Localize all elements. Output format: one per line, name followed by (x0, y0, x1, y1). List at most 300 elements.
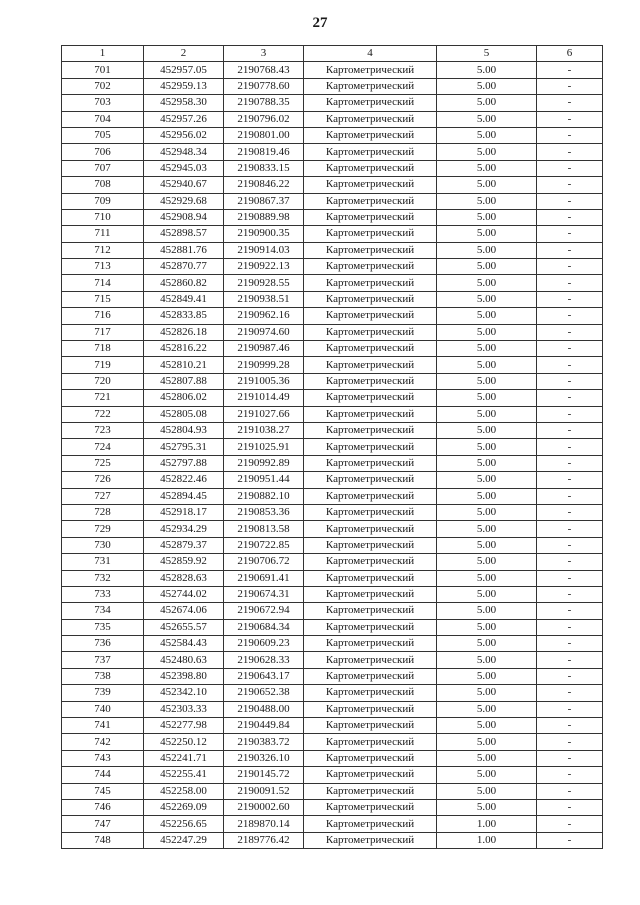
y-coordinate-cell: 2190091.52 (224, 783, 304, 799)
table-row (62, 62, 603, 78)
accuracy-cell: 5.00 (437, 718, 537, 734)
table-row (62, 308, 603, 324)
point-number-cell: 710 (62, 209, 144, 225)
note-cell: - (537, 209, 603, 225)
y-coordinate-cell: 2190819.46 (224, 144, 304, 160)
method-cell: Картометрический (304, 455, 437, 471)
table-row (62, 701, 603, 717)
note-cell: - (537, 685, 603, 701)
y-coordinate-cell: 2190691.41 (224, 570, 304, 586)
page-number: 27 (312, 15, 328, 31)
accuracy-cell: 5.00 (437, 341, 537, 357)
point-number-cell: 701 (62, 62, 144, 78)
x-coordinate-cell: 452256.65 (144, 816, 224, 832)
accuracy-cell: 5.00 (437, 62, 537, 78)
point-number-cell: 709 (62, 193, 144, 209)
y-coordinate-cell: 2190938.51 (224, 291, 304, 307)
x-coordinate-cell: 452879.37 (144, 537, 224, 553)
method-cell: Картометрический (304, 668, 437, 684)
y-coordinate-cell: 2190652.38 (224, 685, 304, 701)
note-cell: - (537, 324, 603, 340)
note-cell: - (537, 554, 603, 570)
accuracy-cell: 5.00 (437, 439, 537, 455)
y-coordinate-cell: 2191025.91 (224, 439, 304, 455)
point-number-cell: 721 (62, 390, 144, 406)
column-header-6: 6 (537, 46, 603, 62)
method-cell: Картометрический (304, 259, 437, 275)
x-coordinate-cell: 452945.03 (144, 160, 224, 176)
method-cell: Картометрический (304, 341, 437, 357)
point-number-cell: 702 (62, 78, 144, 94)
point-number-cell: 706 (62, 144, 144, 160)
accuracy-cell: 5.00 (437, 701, 537, 717)
y-coordinate-cell: 2190928.55 (224, 275, 304, 291)
method-cell: Картометрический (304, 767, 437, 783)
note-cell: - (537, 78, 603, 94)
note-cell: - (537, 488, 603, 504)
note-cell: - (537, 734, 603, 750)
accuracy-cell: 5.00 (437, 406, 537, 422)
x-coordinate-cell: 452870.77 (144, 259, 224, 275)
note-cell: - (537, 226, 603, 242)
note-cell: - (537, 701, 603, 717)
method-cell: Картометрический (304, 439, 437, 455)
note-cell: - (537, 832, 603, 848)
y-coordinate-cell: 2190145.72 (224, 767, 304, 783)
y-coordinate-cell: 2190768.43 (224, 62, 304, 78)
accuracy-cell: 5.00 (437, 455, 537, 471)
point-number-cell: 740 (62, 701, 144, 717)
x-coordinate-cell: 452956.02 (144, 127, 224, 143)
note-cell: - (537, 767, 603, 783)
method-cell: Картометрический (304, 652, 437, 668)
note-cell: - (537, 570, 603, 586)
note-cell: - (537, 259, 603, 275)
y-coordinate-cell: 2190974.60 (224, 324, 304, 340)
point-number-cell: 741 (62, 718, 144, 734)
table-row (62, 718, 603, 734)
y-coordinate-cell: 2190002.60 (224, 799, 304, 815)
note-cell: - (537, 127, 603, 143)
table-row (62, 422, 603, 438)
table-row (62, 537, 603, 553)
table-row (62, 439, 603, 455)
point-number-cell: 747 (62, 816, 144, 832)
note-cell: - (537, 504, 603, 520)
table-row (62, 554, 603, 570)
y-coordinate-cell: 2190833.15 (224, 160, 304, 176)
accuracy-cell: 5.00 (437, 422, 537, 438)
x-coordinate-cell: 452241.71 (144, 750, 224, 766)
x-coordinate-cell: 452908.94 (144, 209, 224, 225)
point-number-cell: 734 (62, 603, 144, 619)
x-coordinate-cell: 452303.33 (144, 701, 224, 717)
point-number-cell: 739 (62, 685, 144, 701)
accuracy-cell: 5.00 (437, 504, 537, 520)
accuracy-cell: 5.00 (437, 193, 537, 209)
accuracy-cell: 1.00 (437, 832, 537, 848)
method-cell: Картометрический (304, 357, 437, 373)
x-coordinate-cell: 452958.30 (144, 95, 224, 111)
table-row (62, 570, 603, 586)
x-coordinate-cell: 452959.13 (144, 78, 224, 94)
y-coordinate-cell: 2190684.34 (224, 619, 304, 635)
table-row (62, 636, 603, 652)
y-coordinate-cell: 2190914.03 (224, 242, 304, 258)
point-number-cell: 742 (62, 734, 144, 750)
table-row (62, 406, 603, 422)
y-coordinate-cell: 2191027.66 (224, 406, 304, 422)
x-coordinate-cell: 452826.18 (144, 324, 224, 340)
point-number-cell: 703 (62, 95, 144, 111)
method-cell: Картометрический (304, 111, 437, 127)
method-cell: Картометрический (304, 242, 437, 258)
table-row (62, 816, 603, 832)
method-cell: Картометрический (304, 390, 437, 406)
column-header-3: 3 (224, 46, 304, 62)
x-coordinate-cell: 452894.45 (144, 488, 224, 504)
accuracy-cell: 5.00 (437, 373, 537, 389)
note-cell: - (537, 357, 603, 373)
table-row (62, 767, 603, 783)
note-cell: - (537, 799, 603, 815)
x-coordinate-cell: 452810.21 (144, 357, 224, 373)
accuracy-cell: 5.00 (437, 537, 537, 553)
point-number-cell: 716 (62, 308, 144, 324)
y-coordinate-cell: 2190992.89 (224, 455, 304, 471)
table-row (62, 603, 603, 619)
note-cell: - (537, 537, 603, 553)
method-cell: Картометрический (304, 750, 437, 766)
x-coordinate-cell: 452674.06 (144, 603, 224, 619)
y-coordinate-cell: 2190951.44 (224, 472, 304, 488)
table-row (62, 341, 603, 357)
table-row (62, 357, 603, 373)
method-cell: Картометрический (304, 472, 437, 488)
x-coordinate-cell: 452918.17 (144, 504, 224, 520)
point-number-cell: 704 (62, 111, 144, 127)
table-row (62, 472, 603, 488)
x-coordinate-cell: 452833.85 (144, 308, 224, 324)
table-row (62, 226, 603, 242)
y-coordinate-cell: 2190788.35 (224, 95, 304, 111)
accuracy-cell: 5.00 (437, 488, 537, 504)
accuracy-cell: 5.00 (437, 734, 537, 750)
accuracy-cell: 5.00 (437, 390, 537, 406)
note-cell: - (537, 636, 603, 652)
point-number-cell: 722 (62, 406, 144, 422)
x-coordinate-cell: 452795.31 (144, 439, 224, 455)
coordinates-table (61, 45, 603, 849)
x-coordinate-cell: 452255.41 (144, 767, 224, 783)
x-coordinate-cell: 452849.41 (144, 291, 224, 307)
accuracy-cell: 5.00 (437, 603, 537, 619)
table-body (62, 62, 603, 849)
point-number-cell: 726 (62, 472, 144, 488)
table-row (62, 832, 603, 848)
y-coordinate-cell: 2190867.37 (224, 193, 304, 209)
accuracy-cell: 5.00 (437, 472, 537, 488)
method-cell: Картометрический (304, 78, 437, 94)
table-row (62, 750, 603, 766)
point-number-cell: 711 (62, 226, 144, 242)
method-cell: Картометрический (304, 619, 437, 635)
accuracy-cell: 5.00 (437, 554, 537, 570)
method-cell: Картометрический (304, 488, 437, 504)
method-cell: Картометрический (304, 209, 437, 225)
table-row (62, 78, 603, 94)
method-cell: Картометрический (304, 701, 437, 717)
note-cell: - (537, 341, 603, 357)
accuracy-cell: 5.00 (437, 668, 537, 684)
method-cell: Картометрический (304, 177, 437, 193)
x-coordinate-cell: 452898.57 (144, 226, 224, 242)
accuracy-cell: 5.00 (437, 242, 537, 258)
y-coordinate-cell: 2190609.23 (224, 636, 304, 652)
table-row (62, 783, 603, 799)
y-coordinate-cell: 2190999.28 (224, 357, 304, 373)
table-row (62, 111, 603, 127)
method-cell: Картометрический (304, 406, 437, 422)
accuracy-cell: 5.00 (437, 95, 537, 111)
column-header-4: 4 (304, 46, 437, 62)
table-row (62, 160, 603, 176)
table-row (62, 242, 603, 258)
table-row (62, 373, 603, 389)
method-cell: Картометрический (304, 193, 437, 209)
column-header-2: 2 (144, 46, 224, 62)
y-coordinate-cell: 2190846.22 (224, 177, 304, 193)
x-coordinate-cell: 452277.98 (144, 718, 224, 734)
point-number-cell: 738 (62, 668, 144, 684)
x-coordinate-cell: 452398.80 (144, 668, 224, 684)
x-coordinate-cell: 452258.00 (144, 783, 224, 799)
x-coordinate-cell: 452269.09 (144, 799, 224, 815)
x-coordinate-cell: 452807.88 (144, 373, 224, 389)
y-coordinate-cell: 2190922.13 (224, 259, 304, 275)
y-coordinate-cell: 2190674.31 (224, 586, 304, 602)
y-coordinate-cell: 2190796.02 (224, 111, 304, 127)
method-cell: Картометрический (304, 226, 437, 242)
note-cell: - (537, 275, 603, 291)
method-cell: Картометрический (304, 144, 437, 160)
method-cell: Картометрический (304, 799, 437, 815)
x-coordinate-cell: 452247.29 (144, 832, 224, 848)
y-coordinate-cell: 2190326.10 (224, 750, 304, 766)
table-row (62, 259, 603, 275)
note-cell: - (537, 439, 603, 455)
table-row (62, 291, 603, 307)
accuracy-cell: 5.00 (437, 521, 537, 537)
x-coordinate-cell: 452480.63 (144, 652, 224, 668)
note-cell: - (537, 586, 603, 602)
point-number-cell: 737 (62, 652, 144, 668)
point-number-cell: 723 (62, 422, 144, 438)
accuracy-cell: 5.00 (437, 144, 537, 160)
note-cell: - (537, 95, 603, 111)
y-coordinate-cell: 2190722.85 (224, 537, 304, 553)
note-cell: - (537, 816, 603, 832)
table-row (62, 455, 603, 471)
method-cell: Картометрический (304, 160, 437, 176)
note-cell: - (537, 291, 603, 307)
point-number-cell: 714 (62, 275, 144, 291)
note-cell: - (537, 62, 603, 78)
method-cell: Картометрический (304, 734, 437, 750)
method-cell: Картометрический (304, 586, 437, 602)
note-cell: - (537, 652, 603, 668)
point-number-cell: 748 (62, 832, 144, 848)
table-row (62, 488, 603, 504)
table-header (62, 46, 603, 62)
y-coordinate-cell: 2190488.00 (224, 701, 304, 717)
method-cell: Картометрический (304, 308, 437, 324)
note-cell: - (537, 422, 603, 438)
accuracy-cell: 1.00 (437, 816, 537, 832)
x-coordinate-cell: 452828.63 (144, 570, 224, 586)
accuracy-cell: 5.00 (437, 259, 537, 275)
x-coordinate-cell: 452860.82 (144, 275, 224, 291)
point-number-cell: 712 (62, 242, 144, 258)
table-row (62, 127, 603, 143)
note-cell: - (537, 193, 603, 209)
accuracy-cell: 5.00 (437, 291, 537, 307)
accuracy-cell: 5.00 (437, 78, 537, 94)
point-number-cell: 732 (62, 570, 144, 586)
x-coordinate-cell: 452744.02 (144, 586, 224, 602)
point-number-cell: 743 (62, 750, 144, 766)
note-cell: - (537, 177, 603, 193)
column-header-5: 5 (437, 46, 537, 62)
accuracy-cell: 5.00 (437, 308, 537, 324)
accuracy-cell: 5.00 (437, 799, 537, 815)
accuracy-cell: 5.00 (437, 586, 537, 602)
y-coordinate-cell: 2190449.84 (224, 718, 304, 734)
y-coordinate-cell: 2190853.36 (224, 504, 304, 520)
x-coordinate-cell: 452929.68 (144, 193, 224, 209)
y-coordinate-cell: 2190801.00 (224, 127, 304, 143)
y-coordinate-cell: 2190706.72 (224, 554, 304, 570)
method-cell: Картометрический (304, 275, 437, 291)
note-cell: - (537, 603, 603, 619)
method-cell: Картометрический (304, 816, 437, 832)
x-coordinate-cell: 452806.02 (144, 390, 224, 406)
point-number-cell: 705 (62, 127, 144, 143)
point-number-cell: 729 (62, 521, 144, 537)
note-cell: - (537, 619, 603, 635)
note-cell: - (537, 160, 603, 176)
table-row (62, 209, 603, 225)
x-coordinate-cell: 452342.10 (144, 685, 224, 701)
note-cell: - (537, 472, 603, 488)
point-number-cell: 736 (62, 636, 144, 652)
note-cell: - (537, 668, 603, 684)
y-coordinate-cell: 2190643.17 (224, 668, 304, 684)
method-cell: Картометрический (304, 62, 437, 78)
method-cell: Картометрический (304, 291, 437, 307)
accuracy-cell: 5.00 (437, 767, 537, 783)
method-cell: Картометрический (304, 685, 437, 701)
point-number-cell: 730 (62, 537, 144, 553)
accuracy-cell: 5.00 (437, 619, 537, 635)
y-coordinate-cell: 2190987.46 (224, 341, 304, 357)
note-cell: - (537, 521, 603, 537)
y-coordinate-cell: 2190962.16 (224, 308, 304, 324)
accuracy-cell: 5.00 (437, 160, 537, 176)
method-cell: Картометрический (304, 554, 437, 570)
x-coordinate-cell: 452584.43 (144, 636, 224, 652)
point-number-cell: 727 (62, 488, 144, 504)
column-header-1: 1 (62, 46, 144, 62)
table-row (62, 95, 603, 111)
y-coordinate-cell: 2190778.60 (224, 78, 304, 94)
table-row (62, 193, 603, 209)
note-cell: - (537, 144, 603, 160)
method-cell: Картометрический (304, 324, 437, 340)
accuracy-cell: 5.00 (437, 783, 537, 799)
table-row (62, 685, 603, 701)
note-cell: - (537, 750, 603, 766)
point-number-cell: 725 (62, 455, 144, 471)
y-coordinate-cell: 2190813.58 (224, 521, 304, 537)
point-number-cell: 733 (62, 586, 144, 602)
point-number-cell: 746 (62, 799, 144, 815)
x-coordinate-cell: 452859.92 (144, 554, 224, 570)
y-coordinate-cell: 2189870.14 (224, 816, 304, 832)
x-coordinate-cell: 452655.57 (144, 619, 224, 635)
method-cell: Картометрический (304, 832, 437, 848)
y-coordinate-cell: 2190900.35 (224, 226, 304, 242)
method-cell: Картометрический (304, 570, 437, 586)
note-cell: - (537, 242, 603, 258)
note-cell: - (537, 783, 603, 799)
y-coordinate-cell: 2190672.94 (224, 603, 304, 619)
y-coordinate-cell: 2191038.27 (224, 422, 304, 438)
accuracy-cell: 5.00 (437, 685, 537, 701)
x-coordinate-cell: 452822.46 (144, 472, 224, 488)
table-row (62, 586, 603, 602)
point-number-cell: 719 (62, 357, 144, 373)
accuracy-cell: 5.00 (437, 177, 537, 193)
method-cell: Картометрический (304, 636, 437, 652)
accuracy-cell: 5.00 (437, 570, 537, 586)
table-row (62, 177, 603, 193)
method-cell: Картометрический (304, 537, 437, 553)
y-coordinate-cell: 2191014.49 (224, 390, 304, 406)
table-row (62, 275, 603, 291)
x-coordinate-cell: 452805.08 (144, 406, 224, 422)
table-row (62, 144, 603, 160)
table-row (62, 390, 603, 406)
header-row (62, 46, 603, 62)
accuracy-cell: 5.00 (437, 636, 537, 652)
accuracy-cell: 5.00 (437, 275, 537, 291)
note-cell: - (537, 455, 603, 471)
accuracy-cell: 5.00 (437, 226, 537, 242)
method-cell: Картометрический (304, 783, 437, 799)
y-coordinate-cell: 2190889.98 (224, 209, 304, 225)
note-cell: - (537, 406, 603, 422)
y-coordinate-cell: 2190882.10 (224, 488, 304, 504)
accuracy-cell: 5.00 (437, 209, 537, 225)
note-cell: - (537, 718, 603, 734)
method-cell: Картометрический (304, 95, 437, 111)
method-cell: Картометрический (304, 127, 437, 143)
accuracy-cell: 5.00 (437, 324, 537, 340)
point-number-cell: 718 (62, 341, 144, 357)
x-coordinate-cell: 452816.22 (144, 341, 224, 357)
method-cell: Картометрический (304, 718, 437, 734)
